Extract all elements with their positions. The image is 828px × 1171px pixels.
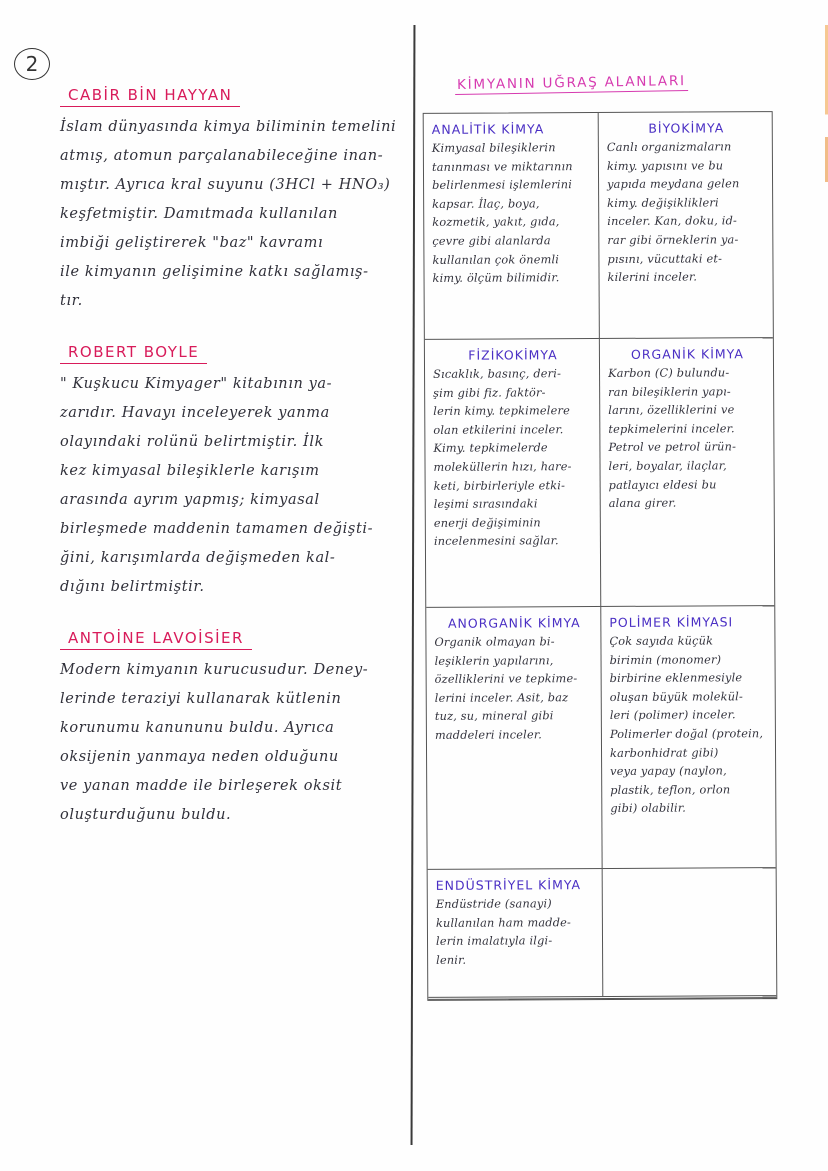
text-line: kimy. yapısını ve bu: [606, 158, 724, 173]
cell-title: FİZİKOKİMYA: [468, 347, 558, 363]
text-line: zarıdır. Havayı inceleyerek yanma: [60, 405, 330, 421]
text-line: şim gibi fiz. faktör-: [433, 385, 546, 400]
section-heading: ROBERT BOYLE: [60, 343, 207, 364]
cell-title: POLİMER KİMYASI: [609, 614, 734, 630]
text-line: dığını belirtmiştir.: [60, 579, 205, 595]
cell-body: [607, 138, 767, 288]
cell-title: ORGANİK KİMYA: [630, 346, 744, 362]
section-body: [60, 113, 405, 316]
text-line: karbonhidrat gibi): [609, 745, 719, 760]
text-line: Endüstride (sanayi): [435, 897, 552, 911]
text-line: yapıda meydana gelen: [607, 177, 740, 192]
text-line: gibi) olabilir.: [610, 801, 687, 816]
cell-organik-kimya: [599, 338, 774, 606]
cell-title: ENDÜSTRİYEL KİMYA: [435, 877, 582, 893]
section-robert-boyle: [60, 342, 405, 602]
cell-empty: [602, 868, 777, 996]
text-line: kozmetik, yakıt, gıda,: [432, 215, 560, 230]
section-heading: ANTOİNE LAVOİSİER: [60, 629, 252, 650]
text-line: lerini inceler. Asit, baz: [434, 690, 569, 705]
text-line: oluşan büyük molekül-: [609, 690, 744, 704]
table-row: [428, 868, 777, 1000]
text-line: İslam dünyasında kimya biliminin temelini: [60, 119, 397, 135]
text-line: veya yapay (naylon,: [610, 764, 727, 779]
cell-title: ANORGANİK KİMYA: [447, 615, 581, 631]
text-line: çevre gibi alanlarda: [432, 234, 551, 248]
cell-endustriyel-kimya: [428, 869, 603, 997]
text-line: tır.: [60, 293, 83, 309]
table-title: KİMYANIN UĞRAŞ ALANLARI: [455, 73, 688, 95]
table-row: [426, 606, 775, 870]
text-line: Modern kimyanın kurucusudur. Deney-: [60, 662, 369, 678]
cell-body: [436, 895, 596, 970]
text-line: lerinde teraziyi kullanarak kütlenin: [60, 691, 342, 707]
cell-polimer-kimyasi: [600, 606, 775, 868]
text-line: imbiği geliştirerek "baz" kavramı: [60, 235, 324, 251]
text-line: maddeleri inceler.: [434, 728, 543, 742]
text-line: ve yanan madde ile birleşerek oksit: [60, 778, 343, 794]
text-line: kapsar. İlaç, boya,: [432, 197, 540, 211]
section-antoine-lavoisier: [60, 628, 405, 830]
text-line: ran bileşiklerin yapı-: [608, 384, 731, 399]
chemistry-fields-table: [423, 111, 778, 1001]
text-line: mıştır. Ayrıca kral suyunu (3HCl + HNO₃): [60, 177, 391, 193]
table-row: [424, 112, 773, 340]
text-line: belirlenmesi işlemlerini: [432, 178, 573, 193]
text-line: atmış, atomun parçalanabileceğine inan-: [60, 148, 384, 164]
cell-body: [433, 365, 594, 552]
text-line: korunumu kanununu buldu. Ayrıca: [60, 720, 335, 736]
text-line: leri (polimer) inceler.: [609, 708, 736, 723]
text-line: plastik, teflon, orlon: [610, 783, 731, 797]
cell-body: [434, 633, 595, 745]
cell-body: [432, 139, 593, 289]
text-line: ğini, karışımlarda değişmeden kal-: [60, 550, 336, 566]
text-line: " Kuşkucu Kimyager" kitabının ya-: [60, 376, 333, 392]
cell-fizikokimya: [425, 339, 600, 607]
text-line: lerin kimy. tepkimelere: [433, 404, 570, 419]
text-line: Polimerler doğal (protein,: [609, 727, 764, 741]
text-line: leşimi sırasındaki: [433, 497, 538, 512]
cell-analitik-kimya: [424, 113, 599, 339]
text-line: birbirine eklenmesiyle: [609, 671, 743, 686]
text-line: Karbon (C) bulundu-: [608, 366, 730, 380]
text-line: Kimy. tepkimelerde: [433, 441, 548, 456]
text-line: kullanılan çok önemli: [432, 252, 560, 267]
text-line: moleküllerin hızı, hare-: [433, 460, 572, 474]
section-cabir-bin-hayyan: [60, 85, 405, 316]
text-line: kullanılan ham madde-: [435, 915, 572, 930]
left-column: [60, 85, 405, 856]
text-line: pısını, vücuttaki et-: [607, 251, 723, 266]
page-number-badge: 2: [14, 48, 50, 80]
text-line: özelliklerini ve tepkime-: [434, 672, 578, 687]
text-line: oluşturduğunu buldu.: [60, 807, 232, 823]
text-line: tuz, su, mineral gibi: [434, 709, 554, 724]
text-line: olayındaki rolünü belirtmiştir. İlk: [60, 434, 324, 450]
text-line: Organik olmayan bi-: [434, 635, 555, 649]
cell-biyokimya: [598, 112, 773, 338]
text-line: Kimyasal bileşiklerin: [431, 141, 556, 155]
text-line: kimy. değişiklikleri: [607, 196, 719, 210]
text-line: incelenmesini sağlar.: [433, 534, 559, 549]
text-line: lerin imalatıyla ilgi-: [435, 934, 553, 949]
cell-anorganik-kimya: [426, 607, 601, 869]
text-line: ile kimyanın gelişimine katkı sağlamış-: [60, 264, 369, 280]
text-line: lenir.: [436, 953, 467, 967]
text-line: birimin (monomer): [609, 652, 722, 667]
section-body: [60, 370, 405, 602]
text-line: inceler. Kan, doku, id-: [607, 214, 738, 229]
text-line: alana girer.: [608, 496, 677, 511]
text-line: patlayıcı eldesi bu: [608, 477, 717, 492]
column-divider-line: [411, 25, 416, 1145]
table-row: [425, 338, 774, 608]
text-line: arasında ayrım yapmış; kimyasal: [60, 492, 320, 508]
text-line: Sıcaklık, basınç, deri-: [433, 367, 562, 381]
text-line: keşfetmiştir. Damıtmada kullanılan: [60, 206, 338, 222]
text-line: Canlı organizmaların: [606, 140, 732, 154]
cell-body: [609, 632, 769, 819]
text-line: keti, birbirleriyle etki-: [433, 478, 566, 493]
text-line: enerji değişiminin: [433, 516, 541, 530]
section-body: [60, 656, 405, 830]
text-line: birleşmede maddenin tamamen değişti-: [60, 521, 374, 537]
text-line: rar gibi örneklerin ya-: [607, 233, 739, 247]
cell-body: [608, 364, 768, 514]
text-line: kimy. ölçüm bilimidir.: [432, 271, 560, 286]
text-line: leşiklerin yapılarını,: [434, 653, 554, 668]
text-line: tanınması ve miktarının: [431, 159, 573, 174]
section-heading: CABİR BİN HAYYAN: [60, 86, 240, 107]
text-line: leri, boyalar, ilaçlar,: [608, 459, 727, 473]
text-line: larını, özelliklerini ve: [608, 403, 735, 418]
text-line: oksijenin yanmaya neden olduğunu: [60, 749, 339, 765]
text-line: Çok sayıda küçük: [609, 634, 714, 648]
text-line: kez kimyasal bileşiklerle karışım: [60, 463, 320, 479]
text-line: tepkimelerini inceler.: [608, 422, 735, 436]
text-line: kilerini inceler.: [607, 270, 698, 285]
text-line: olan etkilerini inceler.: [433, 422, 564, 437]
cell-title: ANALİTİK KİMYA: [431, 121, 545, 137]
cell-title: BİYOKİMYA: [648, 120, 725, 136]
text-line: Petrol ve petrol ürün-: [608, 440, 737, 455]
